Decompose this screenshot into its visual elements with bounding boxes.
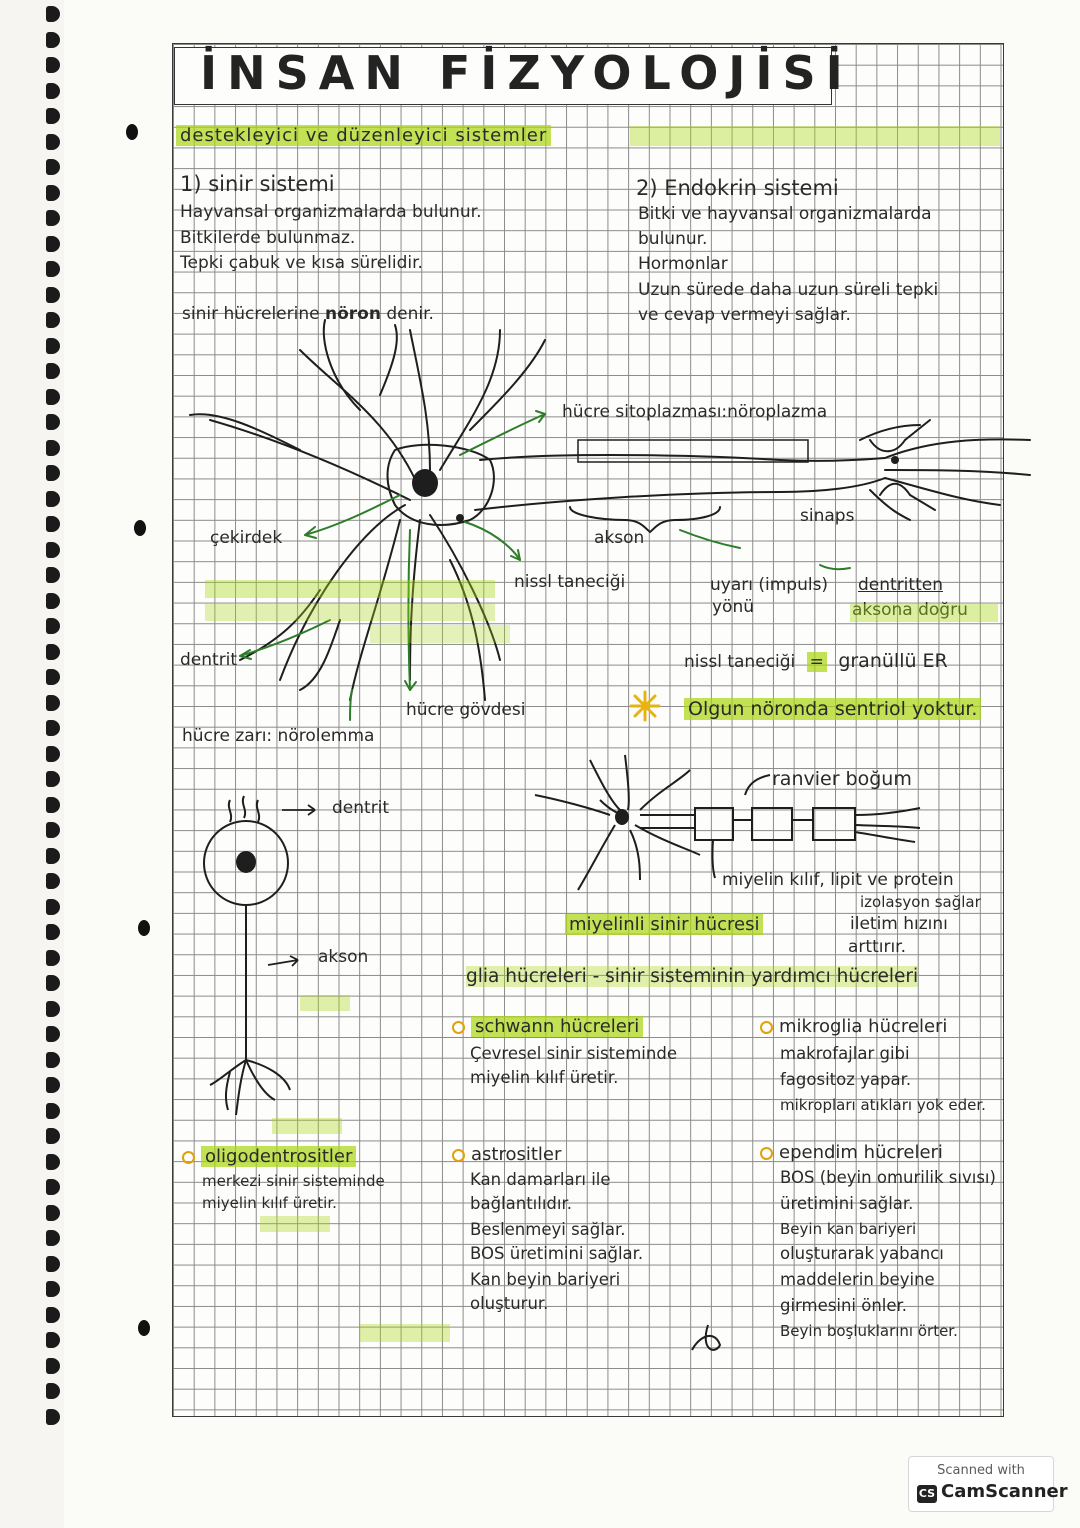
nissl-equation-right: granüllü ER — [838, 650, 948, 672]
astrocyte-line: bağlantılıdır. — [470, 1194, 573, 1213]
astrocyte-title — [452, 1144, 561, 1165]
ependymal-title-text: ependim hücreleri — [779, 1142, 943, 1163]
endocrine-line: ve cevap vermeyi sağlar. — [638, 305, 851, 325]
bullet-icon — [760, 1147, 773, 1160]
ependymal-line: Beyin kan bariyeri — [780, 1220, 917, 1238]
nervous-line: Hayvansal organizmalarda bulunur. — [180, 202, 482, 222]
ependymal-line: üretimini sağlar. — [780, 1194, 914, 1213]
endocrine-line: bulunur. — [638, 229, 708, 249]
blank-highlight — [300, 995, 350, 1011]
endocrine-heading: 2) Endokrin sistemi — [636, 176, 839, 200]
page-title: İNSAN FİZYOLOJİSİ — [200, 46, 853, 100]
bullet-icon — [452, 1021, 465, 1034]
nucleus-label: çekirdek — [210, 528, 283, 548]
microglia-line: mikropları atıkları yok eder. — [780, 1096, 986, 1114]
endocrine-line: Bitki ve hayvansal organizmalarda — [638, 204, 932, 224]
schwann-line: miyelin kılıf üretir. — [470, 1068, 619, 1087]
astrocyte-line: Kan beyin bariyeri — [470, 1270, 621, 1289]
glia-heading: glia hücreleri - sinir sisteminin yardımcı hücreleri — [466, 966, 919, 987]
nissl-equation — [684, 650, 948, 672]
direction-highlight — [850, 604, 998, 622]
nervous-line: Bitkilerde bulunmaz. — [180, 228, 356, 248]
camscanner-watermark — [908, 1456, 1068, 1512]
blank-highlight — [205, 580, 495, 598]
microglia-line: makrofajlar gibi — [780, 1044, 910, 1063]
schwann-title — [452, 1016, 643, 1037]
dendrite-label: dentrit — [180, 650, 238, 670]
ependymal-line: BOS (beyin omurilik sıvısı) — [780, 1168, 996, 1187]
neuron-definition-term: nöron — [324, 304, 381, 324]
ependymal-line: Beyin boşluklarını örter. — [780, 1322, 958, 1340]
ependymal-line: girmesini önler. — [780, 1296, 908, 1315]
blank-highlight — [260, 1216, 330, 1232]
cytoplasm-label: hücre sitoplazması:nöroplazma — [562, 402, 828, 422]
nissl-equation-left: nissl taneciği — [684, 652, 796, 672]
neuron-definition-suffix: denir. — [386, 304, 434, 324]
blank-highlight — [370, 625, 510, 643]
myelin-sheath-line-3: iletim hızını — [850, 914, 948, 934]
synapse-label: sinaps — [800, 506, 855, 526]
microglia-title-text: mikroglia hücreleri — [779, 1016, 948, 1037]
ranvier-label: ranvier boğum — [772, 768, 912, 790]
impulse-label-1: uyarı (impuls) — [710, 575, 829, 595]
blank-highlight — [360, 1324, 450, 1342]
equals-sign: = — [807, 652, 827, 672]
myelin-sheath-line-1: miyelin kılıf, lipit ve protein — [722, 870, 954, 890]
endocrine-line: Hormonlar — [638, 254, 728, 274]
oligodendrocyte-line: miyelin kılıf üretir. — [202, 1194, 337, 1212]
nissl-label: nissl taneciği — [514, 572, 626, 592]
schwann-title-text: schwann hücreleri — [471, 1016, 643, 1037]
bullet-icon — [760, 1021, 773, 1034]
astrocyte-line: oluşturur. — [470, 1294, 549, 1313]
bullet-icon — [452, 1149, 465, 1162]
astrocyte-title-text: astrositler — [471, 1144, 562, 1165]
myelinated-neuron-caption: miyelinli sinir hücresi — [565, 914, 763, 935]
blank-highlight — [272, 1118, 342, 1134]
blank-highlight — [205, 603, 495, 621]
myelin-sheath-line-4: arttırır. — [848, 937, 907, 957]
impulse-label-2: yönü — [712, 597, 755, 617]
direction-label-1: dentritten — [858, 575, 943, 595]
ependymal-line: maddelerin beyine — [780, 1270, 935, 1289]
watermark-caption: Scanned with — [937, 1463, 1025, 1478]
ependymal-line: oluşturarak yabancı — [780, 1244, 944, 1263]
nervous-line: Tepki çabuk ve kısa sürelidir. — [180, 253, 423, 273]
simple-neuron-axon-label: akson — [318, 947, 369, 967]
section-heading: destekleyici ve düzenleyici sistemler — [176, 125, 551, 146]
oligodendrocyte-title-text: oligodentrositler — [201, 1146, 356, 1167]
astrocyte-line: Kan damarları ile — [470, 1170, 611, 1189]
watermark-brand: CamScanner — [941, 1481, 1068, 1502]
microglia-line: fagositoz yapar. — [780, 1070, 912, 1089]
simple-neuron-dendrite-label: dentrit — [332, 798, 390, 818]
microglia-title — [760, 1016, 947, 1037]
bullet-icon — [182, 1151, 195, 1164]
cell-body-label: hücre gövdesi — [406, 700, 526, 720]
membrane-label: hücre zarı: nörolemma — [182, 726, 375, 746]
endocrine-line: Uzun sürede daha uzun süreli tepki — [638, 280, 939, 300]
oligodendrocyte-title — [182, 1146, 356, 1167]
axon-label: akson — [594, 528, 645, 548]
nervous-system-heading: 1) sinir sistemi — [180, 172, 335, 196]
myelin-sheath-line-2: izolasyon sağlar — [860, 893, 981, 911]
neuron-definition-prefix: sinir hücrelerine — [182, 304, 320, 324]
ependymal-title — [760, 1142, 943, 1163]
schwann-line: Çevresel sinir sisteminde — [470, 1044, 677, 1063]
astrocyte-line: Beslenmeyi sağlar. — [470, 1220, 626, 1239]
oligodendrocyte-line: merkezi sinir sisteminde — [202, 1172, 385, 1190]
camscanner-logo-icon: CS — [917, 1485, 937, 1503]
centriole-note: Olgun nöronda sentriol yoktur. — [684, 698, 981, 720]
astrocyte-line: BOS üretimini sağlar. — [470, 1244, 644, 1263]
